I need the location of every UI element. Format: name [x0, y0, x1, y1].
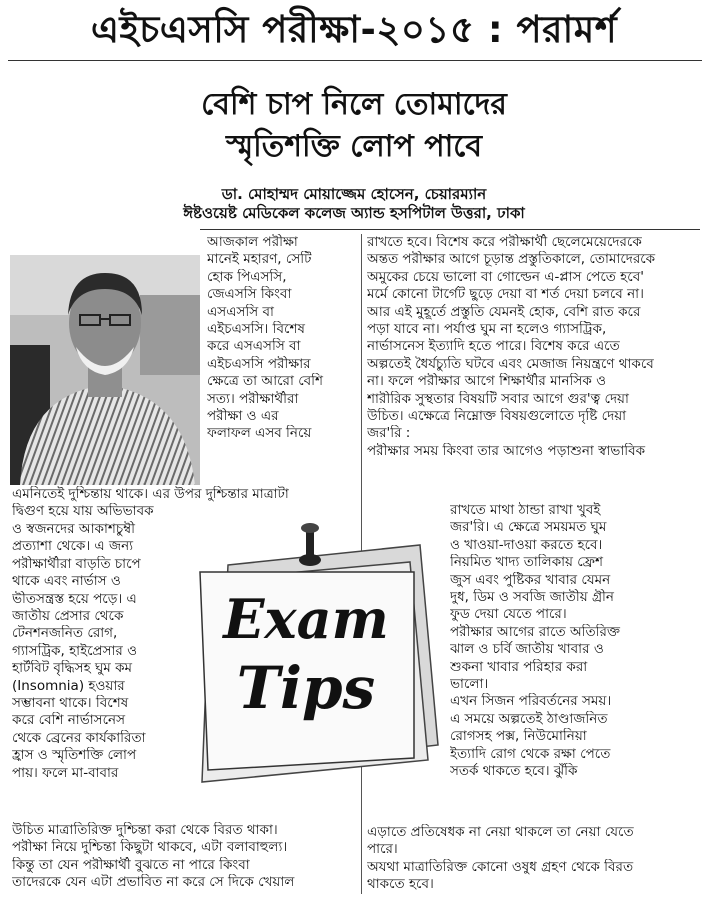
text-line: পরীক্ষার্থীরা বাড়তি চাপে — [12, 555, 141, 572]
text-line: মানেই মহারণ, সেটি — [207, 251, 312, 268]
text-line: জর'রি : — [367, 425, 411, 442]
text-line: পরীক্ষার আগের রাতে অতিরিক্ত — [450, 623, 621, 640]
text-line: ফলাফল এসব নিয়ে — [207, 425, 312, 442]
col2-narrow-block — [450, 502, 703, 781]
text-line: ফুড দেয়া যেতে পারে। — [450, 606, 567, 623]
page-header: এইচএসসি পরীক্ষা-২০১৫ : পরামর্শ — [90, 8, 618, 51]
text-line: এইচএসসি। বিশেষ — [207, 321, 305, 338]
text-line: (Insomnia) হওয়ার — [12, 677, 125, 694]
text-line: প্রত্যাশা থেকে। এ জন্য — [12, 538, 134, 555]
text-line: ভালো। — [450, 676, 489, 693]
text-line: পরীক্ষা ও এর — [207, 408, 279, 425]
text-line: হার্টবিট বৃদ্ধিসহ ঘুম কম — [12, 660, 133, 677]
text-line: জেএসসি কিংবা — [207, 286, 292, 303]
text-line: এড়াতে প্রতিষেধক না নেয়া থাকলে তা নেয়া যেতে — [367, 824, 634, 840]
text-line: এমনিতেই দুশ্চিন্তায় থাকে। এর উপর দুশ্চিন্তার মাত্রাটা — [12, 486, 289, 502]
text-line: পায়। ফলে মা-বাবার — [12, 764, 119, 781]
text-line: কিন্তু তা যেন পরীক্ষার্থী বুঝতে না পারে কিংবা — [12, 856, 250, 873]
col2-bottom-block — [367, 824, 703, 894]
text-line: ক্ষেত্রে তা আরো বেশি — [207, 373, 324, 390]
text-line: না। ফলে পরীক্ষার আগে শিক্ষার্থীর মানসিক ও — [367, 373, 607, 390]
text-line: মর্মে কোনো টার্গেট ছুড়ে দেয়া বা শর্ত দেয়া চলবে না। — [367, 286, 644, 303]
text-line: সতর্ক থাকতে হবে। ঝুঁকি — [450, 763, 578, 780]
text-line: উচিত। এক্ষেত্রে নিম্নোক্ত বিষয়গুলোতে দৃষ্টি দেয়া — [367, 408, 627, 425]
text-line: আর এই মুহূর্তে প্রস্তুতি যেমনই হোক, বেশি রাত করে — [367, 303, 641, 320]
text-line: শুকনা খাবার পরিহার করা — [450, 658, 588, 675]
text-line: উচিত মাত্রাতিরিক্ত দুশ্চিন্তা করা থেকে বিরত থাকা। — [12, 822, 278, 838]
author-portrait-image — [10, 255, 200, 485]
text-line: পরীক্ষা নিয়ে দুশ্চিন্তা কিছুটা থাকবে, এটা বলাবাহুল্য। — [12, 839, 288, 856]
text-line: রোগসহ পক্স, নিউমোনিয়া — [450, 728, 587, 745]
text-line: এ সময়ে অল্পতেই ঠাণ্ডাজনিত — [450, 710, 608, 727]
text-line: অমুকের চেয়ে ভালো বা গোল্ডেন এ-প্লাস পেতে হবে' — [367, 268, 644, 285]
col1-narrow-block — [12, 521, 194, 782]
col2-top-block — [367, 234, 703, 460]
text-line: পরীক্ষার সময় কিংবা তার আগেও পড়াশুনা স্বাভাবিক — [367, 442, 646, 459]
text-line: অল্পতেই ধৈর্যচ্যুতি ঘটবে এবং মেজাজ নিয়ন্ত্রণে থাকবে — [367, 355, 654, 372]
byline-rule — [200, 229, 700, 230]
headline-line-1: বেশি চাপ নিলে তোমাদের — [201, 87, 507, 122]
byline-author: ডা. মোহাম্মদ মোয়াজ্জেম হোসেন, চেয়ারম্যান — [221, 185, 487, 203]
graphic-word-exam: Exam — [223, 587, 389, 651]
exam-tips-graphic — [188, 520, 446, 788]
text-line: দ্বিগুণ হয়ে যায় অভিভাবক — [12, 503, 154, 520]
text-line: এখন সিজন পরিবর্তনের সময়। — [450, 693, 612, 710]
graphic-word-tips: Tips — [236, 654, 376, 722]
text-line: সম্ভাবনা থাকে। বিশেষ — [12, 695, 129, 712]
text-line: থাকতে হবে। — [367, 876, 434, 893]
col1-full-block — [12, 486, 359, 521]
text-line: অন্তত পরীক্ষার আগে চূড়ান্ত প্রস্তুতিকালে, তোমাদেরকে — [367, 251, 656, 268]
text-line: করে বেশি নার্ভাসনেস — [12, 712, 125, 729]
text-line: এইচএসসি পরীক্ষার — [207, 355, 311, 372]
text-line: জাতীয় প্রেসার থেকে — [12, 608, 124, 625]
text-line: নিয়মিত খাদ্য তালিকায় ফ্রেশ — [450, 554, 603, 571]
text-line: দুধ, ডিম ও সবজি জাতীয় গ্রীন — [450, 589, 614, 606]
text-line: থাকে এবং নার্ভাস ও — [12, 573, 121, 590]
text-line: ভীতসন্ত্রস্ত হয়ে পড়ে। এ — [12, 590, 137, 607]
headline-line-2: স্মৃতিশক্তি লোপ পাবে — [225, 129, 483, 164]
text-line: ঝাল ও চর্বি জাতীয় খাবার ও — [450, 641, 604, 658]
text-line: এসএসসি বা — [207, 303, 274, 320]
text-line: আজকাল পরীক্ষা — [207, 234, 298, 250]
text-line: জুস এবং পুষ্টিকর খাবার যেমন — [450, 571, 611, 588]
text-line: পড়া যাবে না। পর্যাপ্ত ঘুম না হলেও গ্যাসট্রিক, — [367, 321, 607, 338]
text-line: তাদেরকে যেন এটা প্রভাবিত না করে সে দিকে খেয়াল — [12, 874, 295, 891]
text-line: পারে। — [367, 841, 398, 858]
text-line: থেকে ব্রেনের কার্যকারিতা — [12, 729, 146, 746]
text-line: ইত্যাদি রোগ থেকে রক্ষা পেতে — [450, 745, 611, 762]
text-line: হ্রাস ও স্মৃতিশক্তি লোপ — [12, 747, 137, 764]
col1-top-block — [207, 234, 359, 443]
text-line: সত্য। পরীক্ষার্থীরা — [207, 390, 299, 407]
text-line: জর'রি। এ ক্ষেত্রে সময়মত ঘুম — [450, 519, 607, 536]
author-photo — [10, 255, 200, 485]
text-line: হোক পিএসসি, — [207, 268, 287, 285]
text-line: টেনশনজনিত রোগ, — [12, 625, 118, 642]
text-line: রাখতে মাথা ঠান্ডা রাখা খুবই — [450, 502, 601, 518]
text-line: শারীরিক সুস্থতার বিষয়টি সবার আগে গুর'ত্ব দেয়া — [367, 390, 629, 407]
text-line: ও খাওয়া-দাওয়া করতে হবে। — [450, 536, 603, 553]
text-line: অযথা মাত্রাতিরিক্ত কোনো ওষুধ গ্রহণ থেকে বিরত — [367, 858, 634, 875]
text-line: নার্ভাসনেস ইত্যাদি হতে পারে। বিশেষ করে এতে — [367, 338, 620, 355]
col1-bottom-block — [12, 822, 359, 892]
text-line: ও স্বজনদের আকাশচুম্বী — [12, 521, 136, 537]
text-line: রাখতে হবে। বিশেষ করে পরীক্ষার্থী ছেলেমেয়েদেরকে — [367, 234, 642, 250]
header-rule — [8, 60, 702, 61]
text-line: গ্যাসট্রিক, হাইপ্রেসার ও — [12, 642, 138, 659]
text-line: করে এসএসসি বা — [207, 338, 301, 355]
byline-institution: ঈষ্টওয়েষ্ট মেডিকেল কলেজ অ্যান্ড হসপিটাল উত্তরা, ঢাকা — [183, 204, 525, 222]
